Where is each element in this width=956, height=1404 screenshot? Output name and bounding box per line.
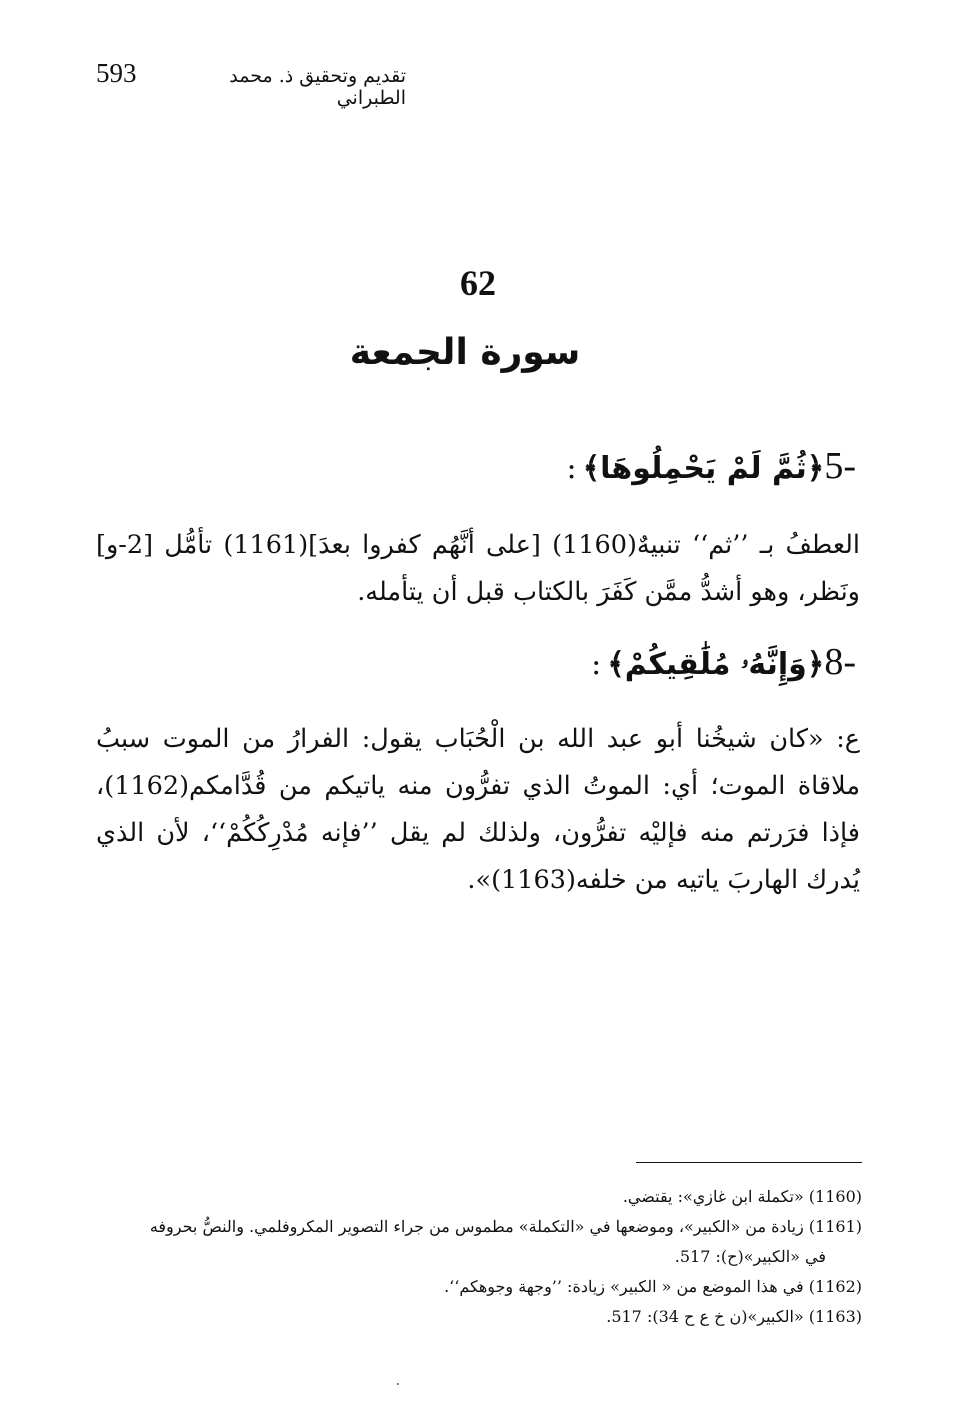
- commentary-paragraph-2: [96, 716, 860, 904]
- running-header: [96, 58, 406, 109]
- ornate-bracket-open: ﴿: [806, 647, 825, 682]
- footnote-1161: (1161) زيادة من «الكبير»، وموضعها في «التكملة» مطموس من جراء التصوير المكروفلمي. والنصُّ بحروفه: [149, 1217, 862, 1236]
- paragraph-text: العطفُ بـ ’’ثم‘‘ تنبيهٌ(1160) [على أنَّهُم كفروا بعدَ](1161) تأمُّل [2-و] ونَظر، وهو أشدُّ ممَّن كَفَرَ بالكتاب قبل أن يتأمله.: [96, 530, 860, 607]
- page-number: 593: [96, 58, 137, 88]
- commentary-paragraph-1: [96, 522, 860, 616]
- paragraph-text: ع: «كان شيخُنا أبو عبد الله بن الْحُبَاب يقول: الفرارُ من الموت سببُ ملاقاة الموت؛ أي: الموتُ الذي تفرُّون منه ياتيكم من قُدَّامكم(1162)، فإذا فرَرتم منه فإليْه تفرُّون، ولذلك لم يقل ’’فإنه مُدْرِكُكُمْ‘‘، لأن الذي يُدرك الهاربَ ياتيه من خلفه(1163)».: [96, 724, 860, 895]
- ornate-bracket-close: ﴾: [607, 647, 625, 682]
- ornate-bracket-open: ﴿: [806, 451, 825, 486]
- ornate-bracket-close: ﴾: [582, 451, 601, 486]
- scan-speck: [397, 1383, 399, 1385]
- footnotes: [96, 1182, 862, 1332]
- footnote-1162: (1162) في هذا الموضع من « الكبير» زيادة: ’’وجهة وجوهكم‘‘.: [444, 1277, 862, 1296]
- quranic-verse: وَإِنَّهُۥ مُلَٰقِيكُمْ: [624, 647, 807, 682]
- heading-colon: :: [591, 647, 602, 682]
- footnote-1161-continued: في «الكبير»(ح): 517.: [674, 1247, 826, 1266]
- heading-colon: :: [566, 451, 577, 486]
- quranic-verse: ثُمَّ لَمْ يَحْمِلُوهَا: [600, 451, 807, 486]
- footnote-1160: (1160) «تكملة ابن غازي»: يقتضي.: [622, 1187, 862, 1206]
- chapter-number: 62: [460, 263, 496, 303]
- verse-number: 8-: [824, 641, 856, 683]
- running-title: تقديم وتحقيق ذ. محمد الطبراني: [229, 65, 406, 109]
- footnote-separator: [636, 1162, 862, 1163]
- verse-heading-8: [591, 640, 856, 684]
- verse-heading-5: [566, 444, 856, 488]
- surah-title: سورة الجمعة: [349, 332, 581, 373]
- verse-number: 5-: [824, 445, 856, 487]
- footnote-1163: (1163) «الكبير»(ن خ ع ح 34): 517.: [606, 1307, 862, 1326]
